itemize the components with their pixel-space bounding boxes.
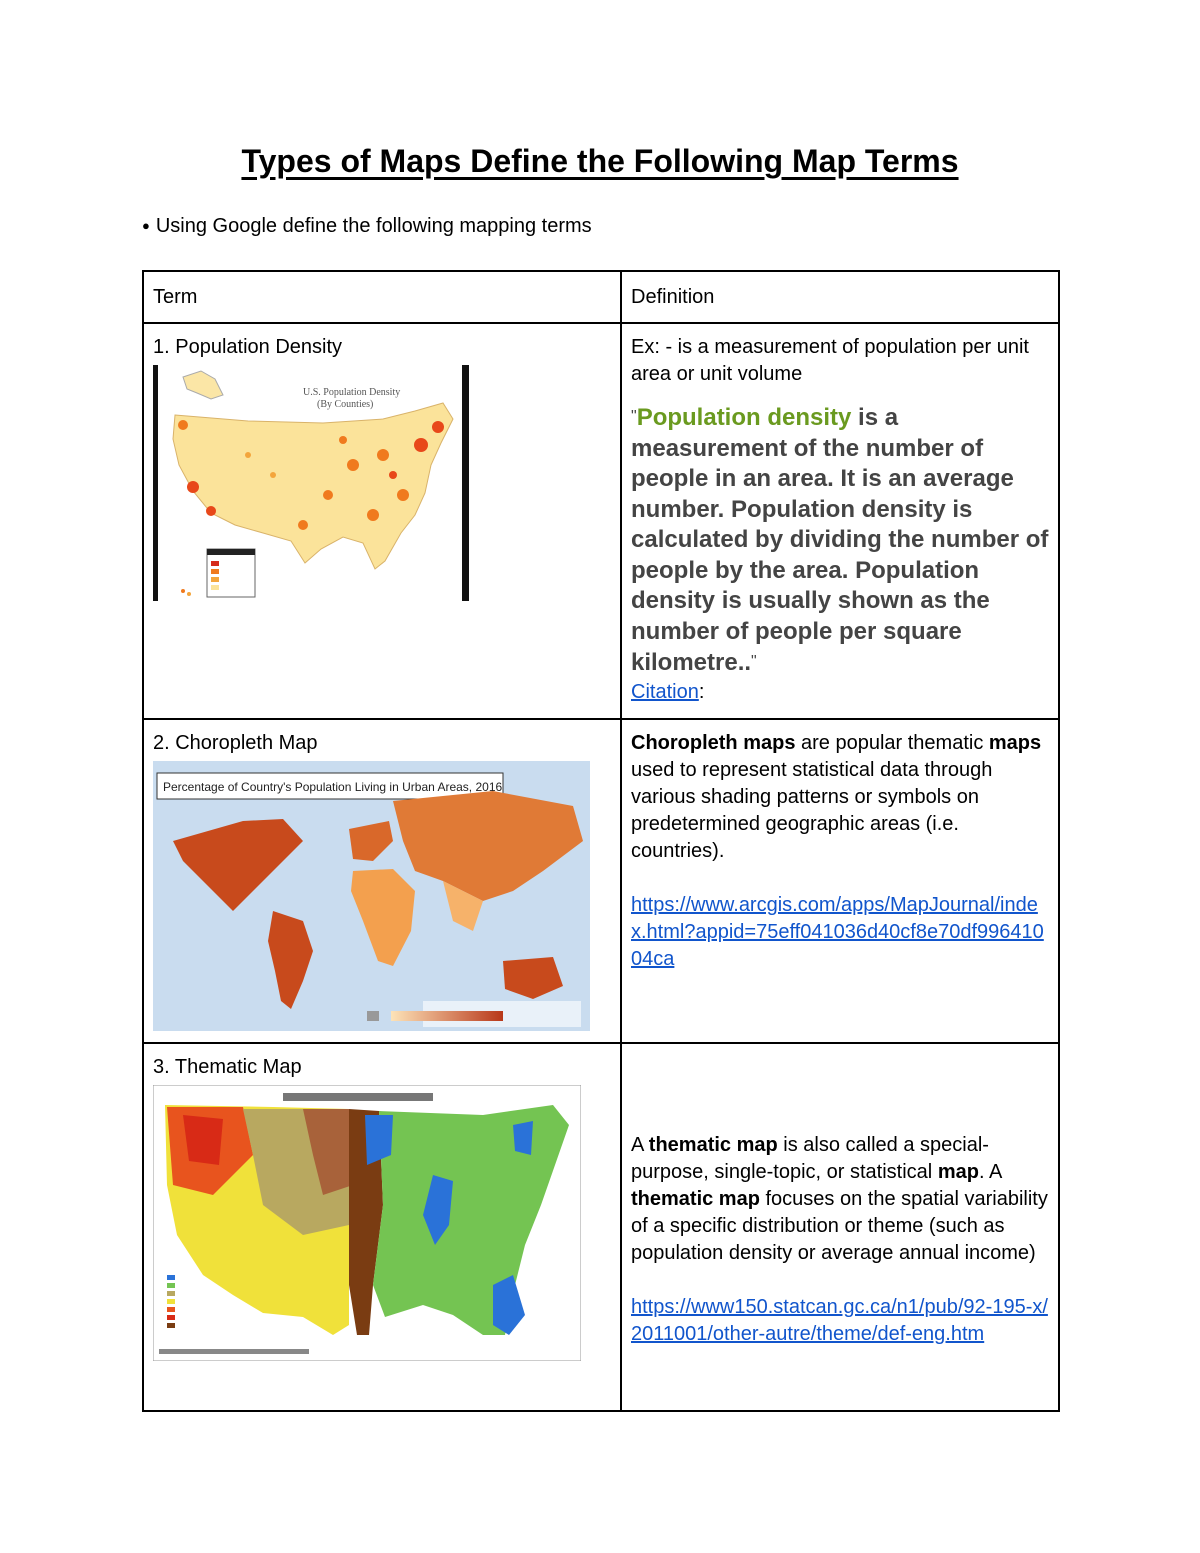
- bold-term: thematic map: [631, 1188, 760, 1210]
- thematic-definition: [631, 1132, 1049, 1267]
- definition-cell: [621, 1043, 1059, 1411]
- us-population-density-map: [153, 365, 469, 601]
- bold-term: maps: [988, 732, 1042, 754]
- term-cell: [143, 323, 621, 719]
- bold-term: thematic map: [648, 1134, 778, 1156]
- term-cell: [143, 719, 621, 1043]
- highlighted-term: Population density: [636, 404, 852, 431]
- definition-ex: Ex: - is a measurement of population per unit area or unit volume: [631, 336, 1029, 385]
- header-definition: Definition: [621, 271, 1059, 323]
- bold-term: map: [937, 1161, 979, 1183]
- bullet-icon: ●: [142, 218, 150, 233]
- world-map-title: Percentage of Country's Population Living in Urban Areas, 2016: [163, 780, 503, 794]
- statcan-link[interactable]: https://www150.statcan.gc.ca/n1/pub/92-195-x/2011001/other-autre/theme/def-eng.htm: [631, 1296, 1048, 1345]
- map-title-1: U.S. Population Density: [303, 387, 401, 398]
- bold-term: Choropleth maps: [631, 732, 796, 754]
- definition-cell: [621, 719, 1059, 1043]
- terms-table: [142, 270, 1060, 1412]
- term-label: 1. Population Density: [153, 336, 343, 358]
- definition-text: . A: [978, 1161, 1002, 1183]
- table-row: [143, 719, 1059, 1043]
- quote-close-mark: ": [751, 653, 757, 670]
- intro-text: [142, 215, 592, 238]
- citation-link[interactable]: Citation: [631, 680, 699, 703]
- page-title: Types of Maps Define the Following Map Terms: [241, 143, 959, 179]
- citation-line: [631, 679, 1049, 706]
- definition-text: used to represent statistical data through various shading patterns or symbols on predetermined geographic areas (i.e. countries).: [631, 759, 993, 862]
- term-cell: [143, 1043, 621, 1411]
- arcgis-link[interactable]: https://www.arcgis.com/apps/MapJournal/index.html?appid=75eff041036d40cf8e70df99641004ca: [631, 894, 1044, 970]
- definition-text: are popular thematic: [795, 732, 989, 754]
- quote-open-mark: ": [631, 408, 637, 425]
- quote-body: is a measurement of the number of people in an area. It is an average number. Population density is calculated by dividing the number of people by the area. Population density is usually shown as the number of people per square kilometre..: [631, 404, 1049, 676]
- table-header-row: [143, 271, 1059, 323]
- definition-text: is also called a special-purpose, single-topic, or statistical: [631, 1134, 989, 1183]
- table-row: [143, 323, 1059, 719]
- citation-colon: :: [698, 680, 705, 703]
- choropleth-definition: [631, 730, 1049, 865]
- population-density-quote: [631, 402, 1049, 679]
- us-thematic-map: [153, 1085, 581, 1361]
- intro-label: Using Google define the following mapping terms: [155, 215, 592, 237]
- table-row: [143, 1043, 1059, 1411]
- definition-text: A: [631, 1134, 649, 1156]
- world-urban-population-map: [153, 761, 590, 1031]
- term-label: 3. Thematic Map: [153, 1056, 302, 1078]
- term-label: 2. Choropleth Map: [153, 732, 318, 754]
- header-term: Term: [143, 271, 621, 323]
- definition-cell: [621, 323, 1059, 719]
- definition-text: focuses on the spatial variability of a specific distribution or theme (such as population density or average annual income): [631, 1188, 1048, 1264]
- map-title-2: (By Counties): [317, 399, 374, 410]
